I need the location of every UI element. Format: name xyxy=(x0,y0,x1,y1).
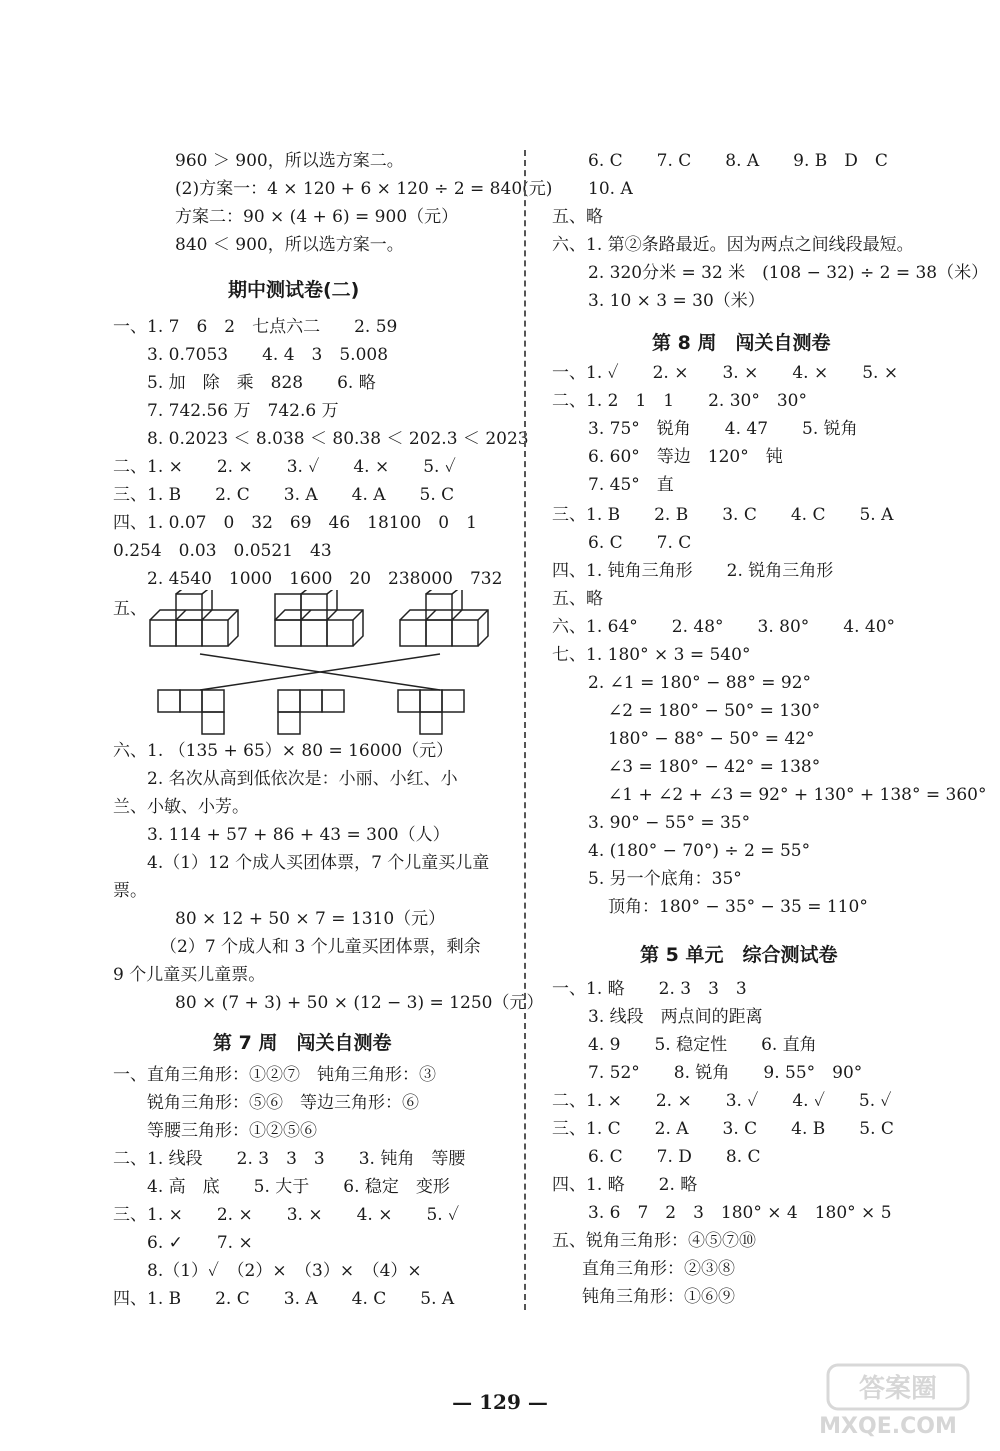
left-answer-line-18: 3. 114 + 57 + 86 + 43 = 300（人） xyxy=(147,825,450,845)
right-answer-line-32: 6. C 7. D 8. C xyxy=(588,1147,761,1167)
left-answer-line-14: 五、 xyxy=(113,599,147,619)
page-number: — 129 — xyxy=(452,1390,548,1414)
left-answer-line-21: 80 × 12 + 50 × 7 = 1310（元） xyxy=(175,909,446,929)
left-answer-line-6: 5. 加 除 乘 828 6. 略 xyxy=(147,373,376,393)
right-answer-line-13: 四、1. 钝角三角形 2. 锐角三角形 xyxy=(552,561,834,581)
left-answer-line-16: 2. 名次从高到低依次是：小丽、小红、小 xyxy=(147,769,458,789)
right-answer-line-9: 6. 60° 等边 120° 钝 xyxy=(588,447,783,467)
right-answer-line-29: 7. 52° 8. 锐角 9. 55° 90° xyxy=(588,1063,863,1083)
right-answer-line-34: 3. 6 7 2 3 180° × 4 180° × 5 xyxy=(588,1203,892,1223)
right-answer-line-24: 5. 另一个底角：35° xyxy=(588,869,742,889)
left-answer-line-17: 兰、小敏、小芳。 xyxy=(113,797,249,817)
left-answer-line-23: 9 个儿童买儿童票。 xyxy=(113,965,266,985)
right-answer-line-30: 二、1. × 2. × 3. ✓ 4. ✓ 5. ✓ xyxy=(552,1091,892,1111)
right-answer-line-11: 三、1. B 2. B 3. C 4. C 5. A xyxy=(552,505,894,525)
right-answer-line-33: 四、1. 略 2. 略 xyxy=(552,1175,698,1195)
left-answer-line-0: 960 ＞ 900，所以选方案二。 xyxy=(175,151,404,171)
right-answer-line-36: 直角三角形：②③⑧ xyxy=(582,1259,735,1279)
net-1 xyxy=(158,690,224,734)
right-answer-line-35: 五、锐角三角形：④⑤⑦⑩ xyxy=(552,1231,756,1251)
left-section-heading-0: 期中测试卷(二) xyxy=(228,279,360,301)
right-answer-line-3: 六、1. 第②条路最近。因为两点之间线段最短。 xyxy=(552,235,914,255)
watermark-logo xyxy=(788,1361,978,1441)
right-answer-line-15: 六、1. 64° 2. 48° 3. 80° 4. 40° xyxy=(552,617,896,637)
net-3 xyxy=(398,690,464,734)
right-answer-line-22: 3. 90° − 55° = 35° xyxy=(588,813,751,833)
right-answer-line-0: 6. C 7. C 8. A 9. B D C xyxy=(588,151,888,171)
right-answer-line-6: 一、1. ✓ 2. × 3. × 4. × 5. × xyxy=(552,363,899,383)
net-2 xyxy=(278,690,344,734)
left-answer-line-33: 四、1. B 2. C 3. A 4. C 5. A xyxy=(113,1289,455,1309)
cube-figure-2 xyxy=(275,590,363,646)
right-section-heading-1: 第 5 单元 综合测试卷 xyxy=(640,944,838,966)
right-answer-line-4: 2. 320分米 = 32 米 (108 − 32) ÷ 2 = 38（米） xyxy=(588,263,989,283)
left-answer-line-22: （2）7 个成人和 3 个儿童买团体票，剩余 xyxy=(160,937,481,957)
left-answer-line-2: 方案二：90 × (4 + 6) = 900（元） xyxy=(175,207,459,227)
left-answer-line-3: 840 ＜ 900，所以选方案一。 xyxy=(175,235,404,255)
left-answer-line-29: 4. 高 底 5. 大于 6. 稳定 变形 xyxy=(147,1177,450,1197)
right-answer-line-8: 3. 75° 锐角 4. 47 5. 锐角 xyxy=(588,419,858,439)
left-answer-line-1: (2)方案一：4 × 120 + 6 × 120 ÷ 2 = 840(元) xyxy=(175,179,553,199)
right-answer-line-21: ∠1 + ∠2 + ∠3 = 92° + 130° + 138° = 360° xyxy=(608,785,987,805)
right-answer-line-7: 二、1. 2 1 1 2. 30° 30° xyxy=(552,391,807,411)
cube-figure-1 xyxy=(150,590,238,646)
left-answer-line-5: 3. 0.7053 4. 4 3 5.008 xyxy=(147,345,389,365)
right-answer-line-1: 10. A xyxy=(588,179,633,199)
left-answer-line-25: 一、直角三角形：①②⑦ 钝角三角形：③ xyxy=(113,1065,436,1085)
cube-figure-3 xyxy=(400,590,488,646)
left-answer-line-19: 4.（1）12 个成人买团体票，7 个儿童买儿童 xyxy=(147,853,490,873)
left-answer-line-12: 0.254 0.03 0.0521 43 xyxy=(113,541,332,561)
right-answer-line-2: 五、略 xyxy=(552,207,603,227)
right-answer-line-23: 4. (180° − 70°) ÷ 2 = 55° xyxy=(588,841,811,861)
column-divider xyxy=(524,150,526,1310)
right-answer-line-16: 七、1. 180° × 3 = 540° xyxy=(552,645,751,665)
left-answer-line-26: 锐角三角形：⑤⑥ 等边三角形：⑥ xyxy=(147,1093,419,1113)
right-answer-line-27: 3. 线段 两点间的距离 xyxy=(588,1007,763,1027)
right-answer-line-5: 3. 10 × 3 = 30（米） xyxy=(588,291,765,311)
right-answer-line-12: 6. C 7. C xyxy=(588,533,692,553)
right-answer-line-17: 2. ∠1 = 180° − 88° = 92° xyxy=(588,673,812,693)
left-answer-line-31: 6. ✓ 7. × xyxy=(147,1233,253,1253)
left-answer-line-9: 二、1. × 2. × 3. ✓ 4. × 5. ✓ xyxy=(113,457,456,477)
watermark-text: MXQE.COM xyxy=(819,1414,957,1439)
svg-text:答案圈: 答案圈 xyxy=(858,1374,938,1404)
right-answer-line-28: 4. 9 5. 稳定性 6. 直角 xyxy=(588,1035,817,1055)
left-answer-line-32: 8.（1）✓ （2）× （3）× （4）× xyxy=(147,1261,422,1281)
left-answer-line-4: 一、1. 7 6 2 七点六二 2. 59 xyxy=(113,317,398,337)
right-answer-line-37: 钝角三角形：①⑥⑨ xyxy=(582,1287,735,1307)
left-answer-line-11: 四、1. 0.07 0 32 69 46 18100 0 1 xyxy=(113,513,477,533)
right-answer-line-25: 顶角：180° − 35° − 35 = 110° xyxy=(608,897,868,917)
left-answer-line-8: 8. 0.2023 ＜ 8.038 ＜ 80.38 ＜ 202.3 ＜ 2023 xyxy=(147,429,529,449)
left-answer-line-28: 二、1. 线段 2. 3 3 3 3. 钝角 等腰 xyxy=(113,1149,466,1169)
right-answer-line-31: 三、1. C 2. A 3. C 4. B 5. C xyxy=(552,1119,894,1139)
right-answer-line-18: ∠2 = 180° − 50° = 130° xyxy=(608,701,821,721)
cube-matching-figure xyxy=(140,590,500,740)
right-answer-line-26: 一、1. 略 2. 3 3 3 xyxy=(552,979,747,999)
right-section-heading-0: 第 8 周 闯关自测卷 xyxy=(652,332,831,354)
right-answer-line-10: 7. 45° 直 xyxy=(588,475,674,495)
left-section-heading-1: 第 7 周 闯关自测卷 xyxy=(213,1032,392,1054)
right-answer-line-19: 180° − 88° − 50° = 42° xyxy=(608,729,815,749)
right-answer-line-14: 五、略 xyxy=(552,589,603,609)
left-answer-line-15: 六、1. （135 + 65）× 80 = 16000（元） xyxy=(113,741,454,761)
left-answer-line-7: 7. 742.56 万 742.6 万 xyxy=(147,401,339,421)
left-answer-line-13: 2. 4540 1000 1600 20 238000 732 xyxy=(147,569,503,589)
left-answer-line-20: 票。 xyxy=(113,881,147,901)
left-answer-line-27: 等腰三角形：①②⑤⑥ xyxy=(147,1121,317,1141)
left-answer-line-24: 80 × (7 + 3) + 50 × (12 − 3) = 1250（元） xyxy=(175,993,544,1013)
left-answer-line-10: 三、1. B 2. C 3. A 4. A 5. C xyxy=(113,485,455,505)
right-answer-line-20: ∠3 = 180° − 42° = 138° xyxy=(608,757,821,777)
left-answer-line-30: 三、1. × 2. × 3. × 4. × 5. ✓ xyxy=(113,1205,460,1225)
